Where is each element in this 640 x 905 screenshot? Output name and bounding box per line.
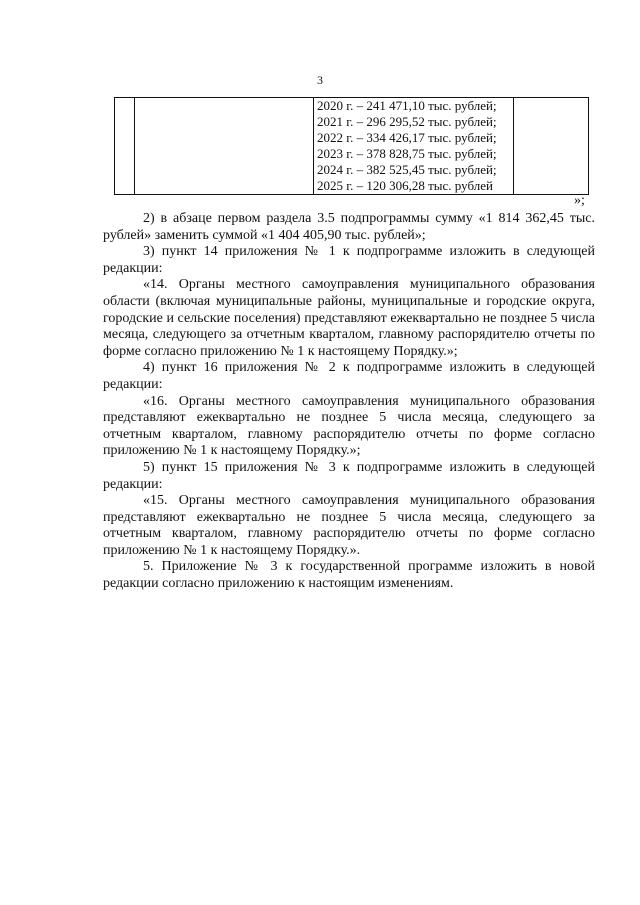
table-closing-quote: »; [574, 193, 585, 208]
year-amount-line: 2025 г. – 120 306,28 тыс. рублей [317, 178, 493, 193]
table-cell-empty [115, 98, 135, 195]
paragraph: «16. Органы местного самоуправления муниципального образования представляют ежеквартально не позднее 5 числа месяца, следующего за отчетным кварталом, главному распорядителю отчеты по форме согласно приложению № 1 к настоящему Порядку.»; [103, 393, 595, 459]
paragraph: 5) пункт 15 приложения № 3 к подпрограмме изложить в следующей редакции: [103, 459, 595, 492]
year-amount-line: 2022 г. – 334 426,17 тыс. рублей; [317, 130, 497, 145]
year-amount-line: 2023 г. – 378 828,75 тыс. рублей; [317, 146, 497, 161]
table-cell-empty [514, 98, 589, 195]
paragraph: «15. Органы местного самоуправления муниципального образования представляют ежеквартально не позднее 5 числа месяца, следующего за отчетным кварталом, главному распорядителю отчеты по форме согласно приложению № 1 к настоящему Порядку.». [103, 493, 595, 558]
paragraph: 2) в абзаце первом раздела 3.5 подпрограммы сумму «1 814 362,45 тыс. рублей» заменить суммой «1 404 405,90 тыс. рублей»; [103, 211, 595, 243]
year-amount-line: 2021 г. – 296 295,52 тыс. рублей; [317, 114, 497, 129]
paragraph: 3) пункт 14 приложения № 1 к подпрограмме изложить в следующей редакции: [103, 244, 595, 276]
page-number: 3 [317, 73, 323, 87]
document-body [103, 211, 595, 593]
paragraph: 5. Приложение № 3 к государственной программе изложить в новой редакции согласно приложению к настоящим изменениям. [103, 559, 595, 592]
funding-table [114, 97, 589, 195]
year-amount-line: 2024 г. – 382 525,45 тыс. рублей; [317, 162, 497, 177]
table-row [115, 98, 589, 195]
year-amount-line: 2020 г. – 241 471,10 тыс. рублей; [317, 98, 497, 113]
table-cell-empty [135, 98, 314, 195]
paragraph: 4) пункт 16 приложения № 2 к подпрограмме изложить в следующей редакции: [103, 360, 595, 392]
paragraph: «14. Органы местного самоуправления муниципального образования области (включая муниципальные районы, муниципальные и городские округа, городские и сельские поселения) представляют ежеквартально не позднее 5 числа месяца, следующего за отчетным кварталом, главному распорядителю отчеты по форме согласно приложению № 1 к настоящему Порядку.»; [103, 277, 595, 359]
table-cell-amounts [314, 98, 514, 195]
